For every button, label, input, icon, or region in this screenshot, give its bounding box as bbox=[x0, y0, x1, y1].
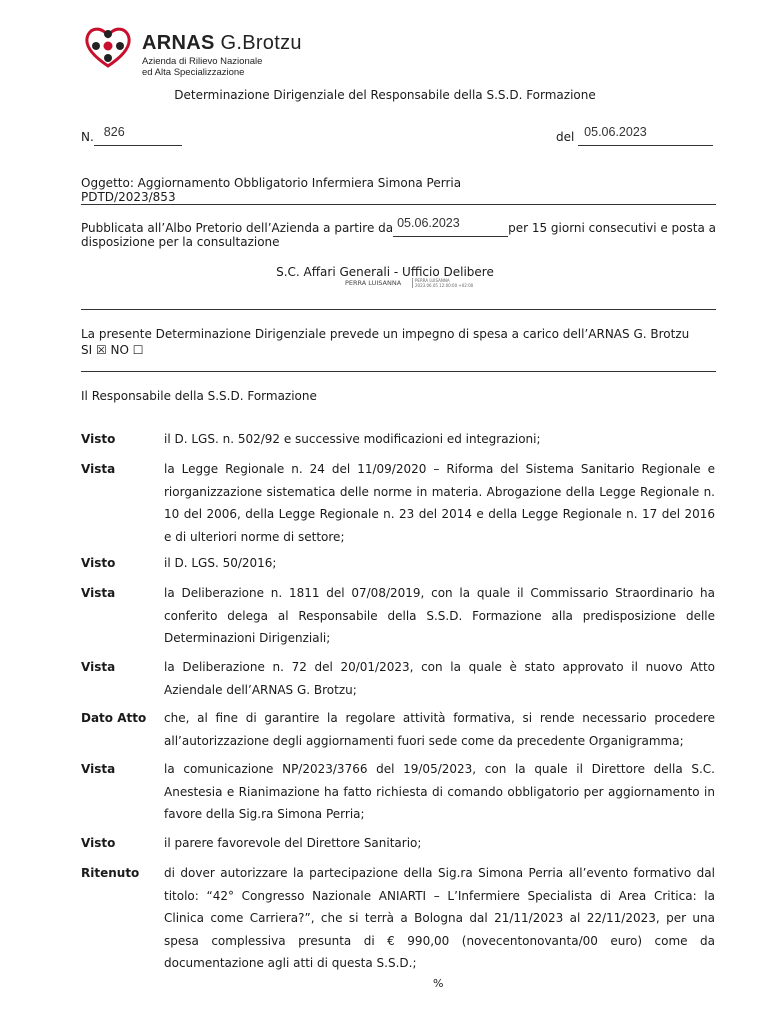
signer-name: PERRA LUISANNA bbox=[345, 279, 402, 287]
item-text: il parere favorevole del Direttore Sanitario; bbox=[164, 836, 422, 850]
item-label: Visto bbox=[81, 556, 116, 570]
digital-signature-stamp: PERRA LUISANNA 2023.06.05 12:00:00 +02:00 bbox=[412, 278, 473, 288]
logo-subtitle-2: ed Alta Specializzazione bbox=[142, 67, 245, 78]
arnas-logo-icon bbox=[80, 22, 136, 72]
item-text: la comunicazione NP/2023/3766 del 19/05/2023, con la quale il Direttore della S.C. Anestesia e Rianimazione ha fatto richiesta di comando obbligatorio per aggiornamento in favore della Sig.ra Simona Perria; bbox=[164, 762, 715, 822]
footer-mark: % bbox=[433, 977, 444, 990]
publication-office: S.C. Affari Generali - Ufficio Delibere bbox=[276, 265, 494, 279]
item-label: Dato Atto bbox=[81, 711, 147, 725]
item-label: Vista bbox=[81, 586, 116, 600]
item-text: che, al fine di garantire la regolare attività formativa, si rende necessario procedere all’autorizzazione degli aggiornamenti fuori sede come da precedente Organigramma; bbox=[164, 711, 715, 748]
expense-choices: SI ☒ NO ☐ bbox=[81, 343, 144, 357]
item-text: il D. LGS. n. 502/92 e successive modificazioni ed integrazioni; bbox=[164, 432, 541, 446]
divider bbox=[81, 309, 716, 310]
logo bbox=[80, 22, 310, 78]
logo-subtitle-1: Azienda di Rilievo Nazionale bbox=[142, 56, 263, 67]
publication-line: Pubblicata all’Albo Pretorio dell’Azienda a partire da 05.06.2023 per 15 giorni consecutivi e posta a bbox=[81, 216, 716, 235]
item-text: la Legge Regionale n. 24 del 11/09/2020 – Riforma del Sistema Sanitario Regionale e riorganizzazione sistematica delle norme in materia. Abrogazione della Legge Regionale n. 10 del 2006, della Legge Regionale n. 23 del 2014 e della Legge Regionale n. 17 del 2016 e di ulteriori norme di settore; bbox=[164, 462, 715, 544]
item-label: Vista bbox=[81, 762, 116, 776]
divider bbox=[81, 371, 716, 372]
item-text: di dover autorizzare la partecipazione della Sig.ra Simona Perria all’evento formativo dal titolo: “42° Congresso Nazionale ANIARTI – L’Infermiere Specialista di Area Critica: la Clinica come Carriera?”, che si terrà a Bologna dal 21/11/2023 al 22/11/2023, per una spesa complessiva presunta di € 990,00 (novecentonovanta/00 euro) come da documentazione agli atti di questa S.S.D.; bbox=[164, 866, 715, 971]
item-text: il D. LGS. 50/2016; bbox=[164, 556, 277, 570]
responsible-heading: Il Responsabile della S.S.D. Formazione bbox=[81, 389, 317, 403]
subject-line: Oggetto: Aggiornamento Obbligatorio Infermiera Simona Perria bbox=[81, 176, 462, 190]
item-label: Vista bbox=[81, 660, 116, 674]
document-date: del 05.06.2023 bbox=[556, 129, 713, 146]
publication-line-2: disposizione per la consultazione bbox=[81, 235, 280, 249]
item-label: Visto bbox=[81, 836, 116, 850]
document-title: Determinazione Dirigenziale del Responsabile della S.S.D. Formazione bbox=[174, 88, 596, 102]
logo-brand: ARNAS G.Brotzu bbox=[142, 32, 302, 54]
item-text: la Deliberazione n. 72 del 20/01/2023, con la quale è stato approvato il nuovo Atto Aziendale dell’ARNAS G. Brotzu; bbox=[164, 660, 715, 697]
item-label: Ritenuto bbox=[81, 866, 140, 880]
item-label: Vista bbox=[81, 462, 116, 476]
subject-code: PDTD/2023/853 bbox=[81, 190, 176, 204]
divider bbox=[81, 204, 716, 205]
item-label: Visto bbox=[81, 432, 116, 446]
document-number: N. 826 bbox=[81, 129, 182, 146]
expense-statement: La presente Determinazione Dirigenziale prevede un impegno di spesa a carico dell’ARNAS G. Brotzu bbox=[81, 327, 690, 341]
item-text: la Deliberazione n. 1811 del 07/08/2019, con la quale il Commissario Straordinario ha conferito delega al Responsabile della S.S.D. Formazione alla predisposizione delle Determinazioni Dirigenziali; bbox=[164, 586, 715, 646]
